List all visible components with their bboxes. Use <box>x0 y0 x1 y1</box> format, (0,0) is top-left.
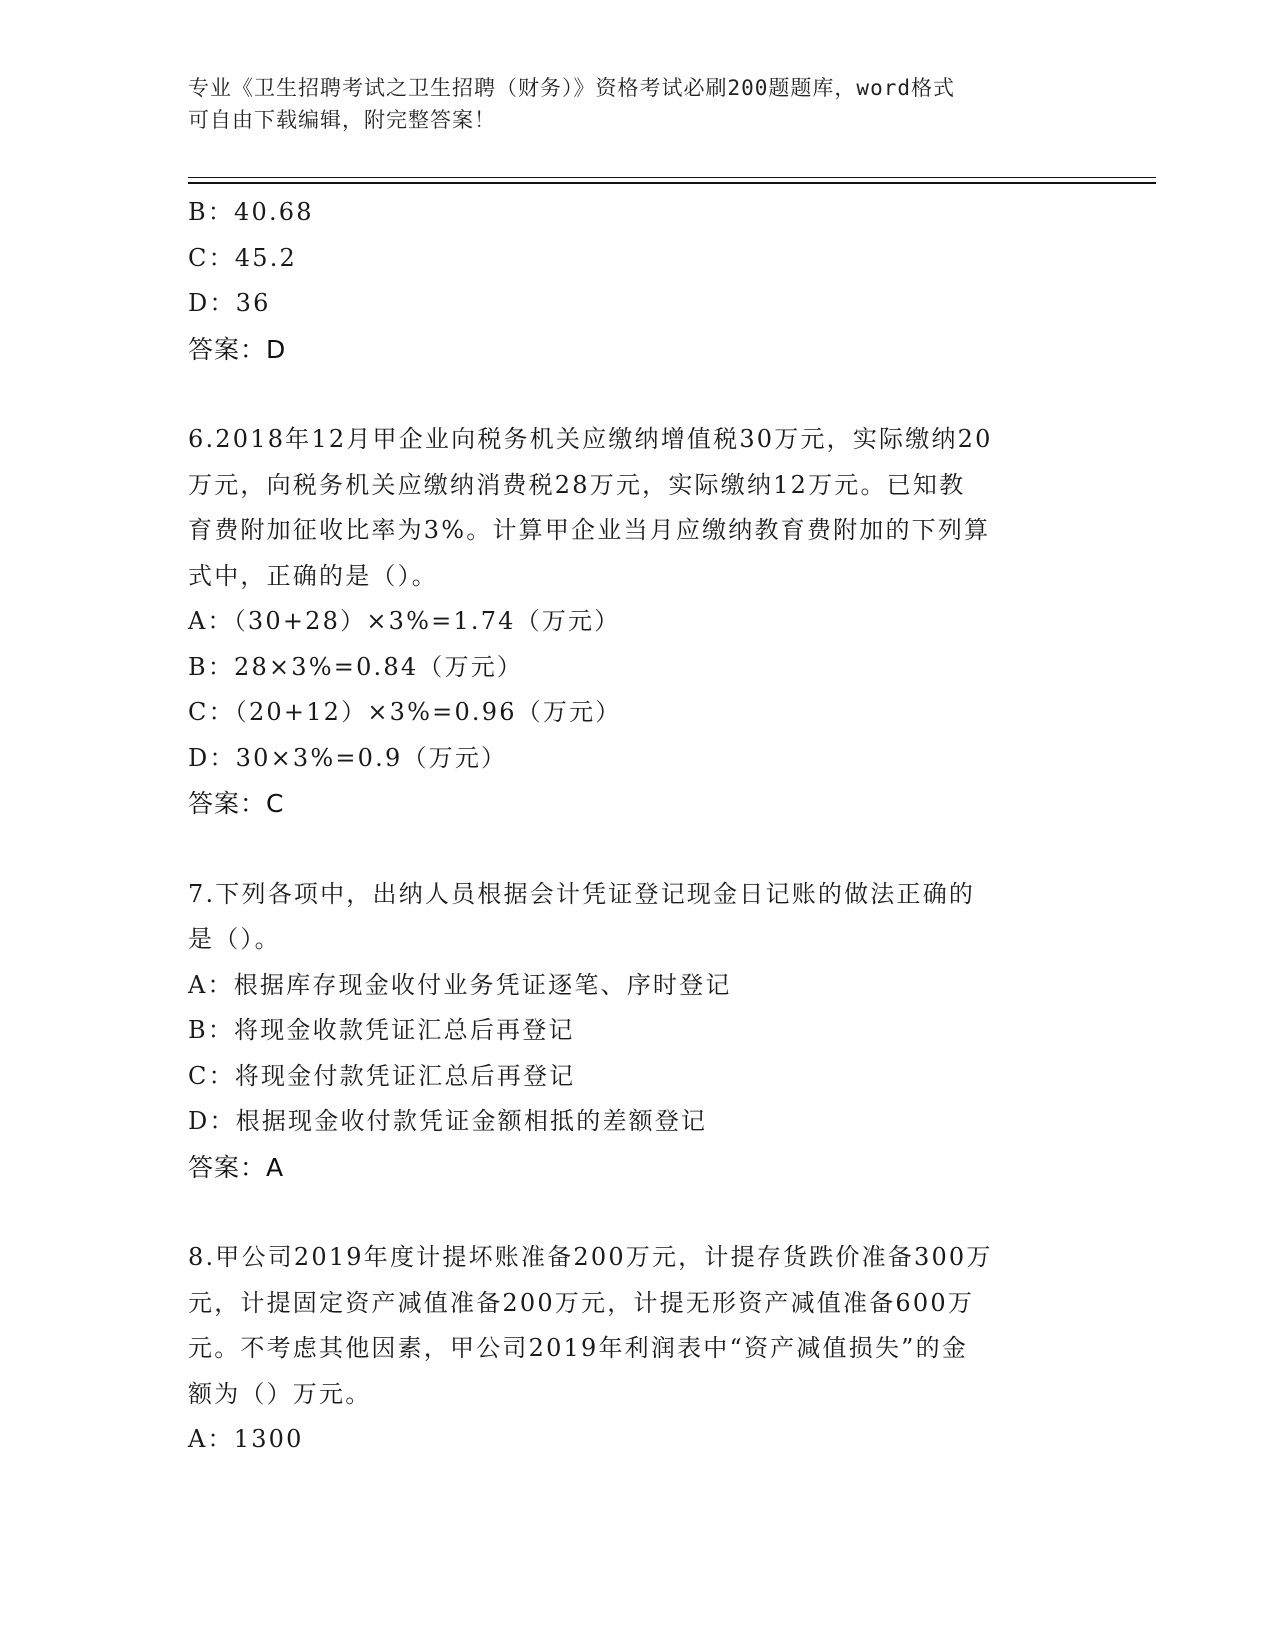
q6-option-a: A：（30+28）×3%=1.74（万元） <box>188 607 621 635</box>
q6-stem-line: 式中，正确的是（）。 <box>188 561 438 590</box>
q6-stem-line: 6.2018年12月甲企业向税务机关应缴纳增值税30万元，实际缴纳20 <box>188 425 993 453</box>
q7-option-c: C：将现金付款凭证汇总后再登记 <box>188 1061 576 1090</box>
q8-stem-line: 8.甲公司2019年度计提坏账准备200万元，计提存货跌价准备300万 <box>188 1243 993 1271</box>
spacer <box>188 1190 1088 1235</box>
q8-stem-line: 元，计提固定资产减值准备200万元，计提无形资产减值准备600万 <box>188 1288 975 1317</box>
header-title-line-1: 专业《卫生招聘考试之卫生招聘（财务）》资格考试必刷200题题库，word格式 <box>188 76 955 100</box>
q5-option-b: B：40.68 <box>188 198 314 226</box>
question-7 <box>188 872 1088 1191</box>
q7-stem-line: 7.下列各项中，出纳人员根据会计凭证登记现金日记账的做法正确的 <box>188 879 976 908</box>
q5-option-d: D：36 <box>188 289 271 317</box>
q7-option-d: D：根据现金收付款凭证金额相抵的差额登记 <box>188 1107 708 1135</box>
q6-answer: 答案：C <box>188 789 285 818</box>
q7-option-b: B：将现金收款凭证汇总后再登记 <box>188 1016 575 1044</box>
header-title-line-2: 可自由下载编辑，附完整答案！ <box>188 108 496 132</box>
question-8 <box>188 1235 1088 1463</box>
q8-stem-line: 元。不考虑其他因素，甲公司2019年利润表中“资产减值损失”的金 <box>188 1334 969 1362</box>
q7-answer: 答案：A <box>188 1152 285 1182</box>
document-body <box>188 190 1088 1463</box>
spacer <box>188 827 1088 872</box>
header-divider-thin <box>188 177 1156 178</box>
header-divider-thick <box>188 182 1156 184</box>
question-6 <box>188 417 1088 827</box>
page-header <box>188 72 1068 136</box>
q5-option-c: C：45.2 <box>188 243 298 272</box>
q6-option-d: D：30×3%=0.9（万元） <box>188 743 508 772</box>
q7-stem-line: 是（）。 <box>188 925 281 953</box>
q6-option-b: B：28×3%=0.84（万元） <box>188 652 524 681</box>
q8-option-a: A：1300 <box>188 1425 304 1453</box>
q6-stem-line: 育费附加征收比率为3%。计算甲企业当月应缴纳教育费附加的下列算 <box>188 516 991 544</box>
q6-option-c: C：（20+12）×3%=0.96（万元） <box>188 698 622 726</box>
q7-option-a: A：根据库存现金收付业务凭证逐笔、序时登记 <box>188 970 732 999</box>
spacer <box>188 372 1088 417</box>
q8-stem-line: 额为（）万元。 <box>188 1379 372 1408</box>
q5-answer: 答案：D <box>188 334 287 364</box>
q6-stem-line: 万元，向税务机关应缴纳消费税28万元，实际缴纳12万元。已知教 <box>188 470 966 499</box>
question-5-tail <box>188 190 1088 372</box>
